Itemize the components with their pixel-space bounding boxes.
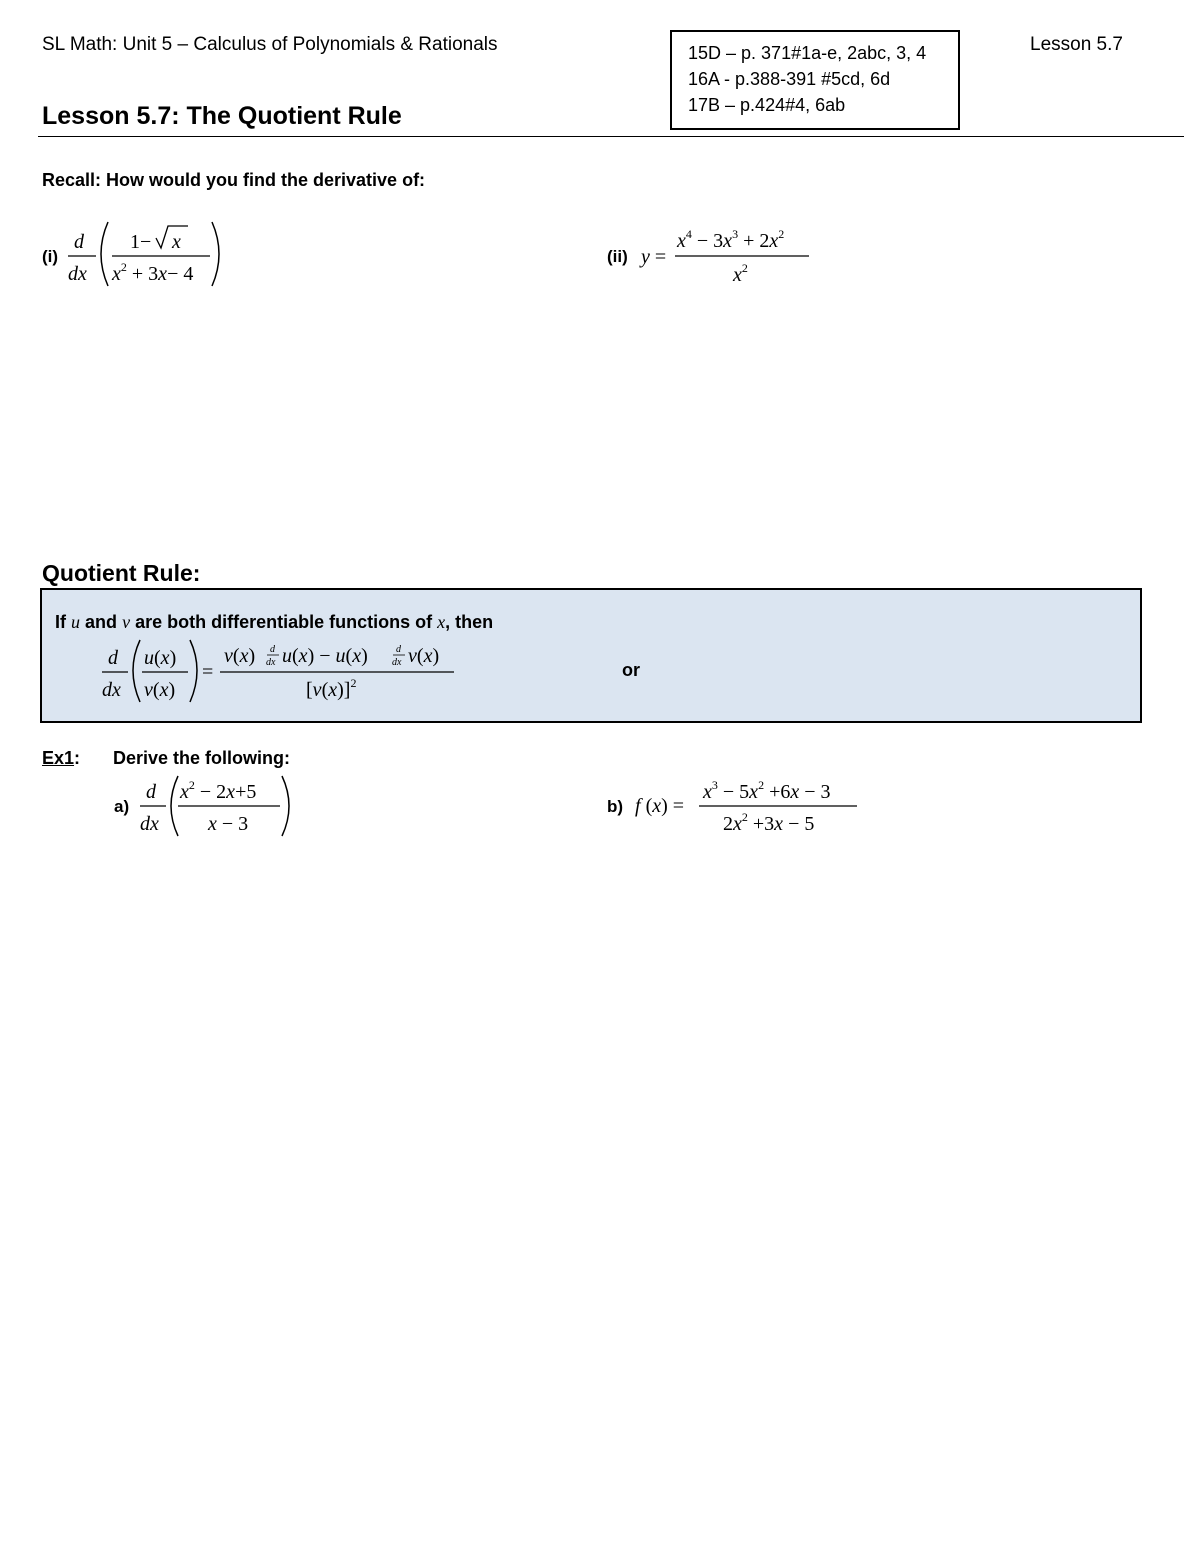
svg-text:x3 − 5x2 +6x − 3: $x^3 - 5x^2 +6x - 3$ bbox=[703, 778, 831, 803]
item-ii-label: (ii) bbox=[607, 247, 628, 266]
homework-box bbox=[670, 30, 960, 130]
svg-text:2x2 +3x − 5: $2x^2 +3x - 5$ bbox=[723, 810, 815, 835]
svg-text:dx: dx bbox=[266, 657, 276, 668]
homework-line-3: 17B – p.424#4, 6ab bbox=[688, 95, 846, 115]
example-1b bbox=[605, 776, 865, 838]
homework-line-1: 15D – p. 371#1a-e, 2abc, 3, 4 bbox=[688, 43, 927, 63]
item-i-label: (i) bbox=[42, 247, 59, 266]
homework-line-2: 16A - p.388-391 #5cd, 6d bbox=[688, 69, 891, 89]
svg-text:x2 − 2x+5: $x^2 - 2x+5$ bbox=[180, 778, 257, 803]
denominator-ii: $x^2$ bbox=[733, 261, 748, 286]
example-instruction: Derive the following: bbox=[113, 748, 291, 768]
lesson-tag: Lesson 5.7 bbox=[1030, 34, 1123, 55]
denominator-i: $x^2 + 3x- 4$ bbox=[112, 260, 194, 285]
dx-denominator: dx bbox=[68, 263, 87, 285]
intro-if: If bbox=[55, 612, 66, 632]
svg-text:dx: dx bbox=[140, 813, 159, 835]
svg-text:v(x): v(x) bbox=[408, 645, 440, 667]
numerator-ii: $x^4 - 3x^3 + 2x^2$ bbox=[677, 227, 785, 252]
svg-text:dx: dx bbox=[102, 679, 121, 701]
intro-rest: are both differentiable functions of bbox=[135, 612, 433, 632]
or-label: or bbox=[622, 660, 640, 680]
part-b-label: b) bbox=[607, 797, 624, 816]
svg-text:x: x bbox=[172, 231, 181, 253]
example-1-heading bbox=[42, 748, 291, 769]
svg-text:u(x): u(x) bbox=[144, 647, 177, 669]
d-numerator: d bbox=[74, 231, 84, 253]
svg-text:v(x): v(x) bbox=[224, 645, 256, 667]
quotient-rule-heading: Quotient Rule: bbox=[42, 560, 201, 586]
example-1a bbox=[110, 774, 310, 840]
recall-prompt bbox=[42, 170, 425, 191]
example-colon: : bbox=[74, 748, 81, 768]
recall-item-ii bbox=[605, 225, 825, 289]
svg-text:d: d bbox=[108, 647, 118, 669]
recall-label: Recall: bbox=[42, 170, 102, 190]
header-divider bbox=[38, 136, 1184, 137]
svg-text:x − 3: x − 3 bbox=[208, 813, 249, 835]
svg-text:f (x) =: f (x) = bbox=[635, 795, 685, 817]
svg-text:v(x): v(x) bbox=[144, 679, 176, 701]
page-title: Lesson 5.7: The Quotient Rule bbox=[42, 102, 402, 130]
svg-text:y =: y = bbox=[641, 246, 667, 268]
svg-text:d: d bbox=[396, 644, 401, 655]
course-header: SL Math: Unit 5 – Calculus of Polynomials & Rationals bbox=[42, 34, 498, 55]
recall-text: How would you find the derivative of: bbox=[106, 170, 426, 190]
svg-text:[v(x)]2: $[v(x)]^2$ bbox=[306, 676, 357, 701]
svg-text:d: d bbox=[146, 781, 156, 803]
quotient-rule-statement: If u and v are both differentiable functions of x, then bbox=[55, 612, 494, 632]
quotient-rule-formula bbox=[96, 636, 476, 708]
intro-then: , then bbox=[445, 612, 494, 632]
svg-text:d: d bbox=[270, 644, 275, 655]
example-label: Ex1 bbox=[42, 748, 75, 768]
numerator-i: 1− bbox=[130, 231, 152, 253]
svg-text:=: = bbox=[202, 661, 214, 683]
part-a-label: a) bbox=[114, 797, 130, 816]
svg-text:dx: dx bbox=[392, 657, 402, 668]
svg-text:u(x) − u(x): u(x) − u(x) bbox=[282, 645, 368, 667]
recall-item-i bbox=[40, 218, 240, 292]
intro-and: and bbox=[85, 612, 118, 632]
